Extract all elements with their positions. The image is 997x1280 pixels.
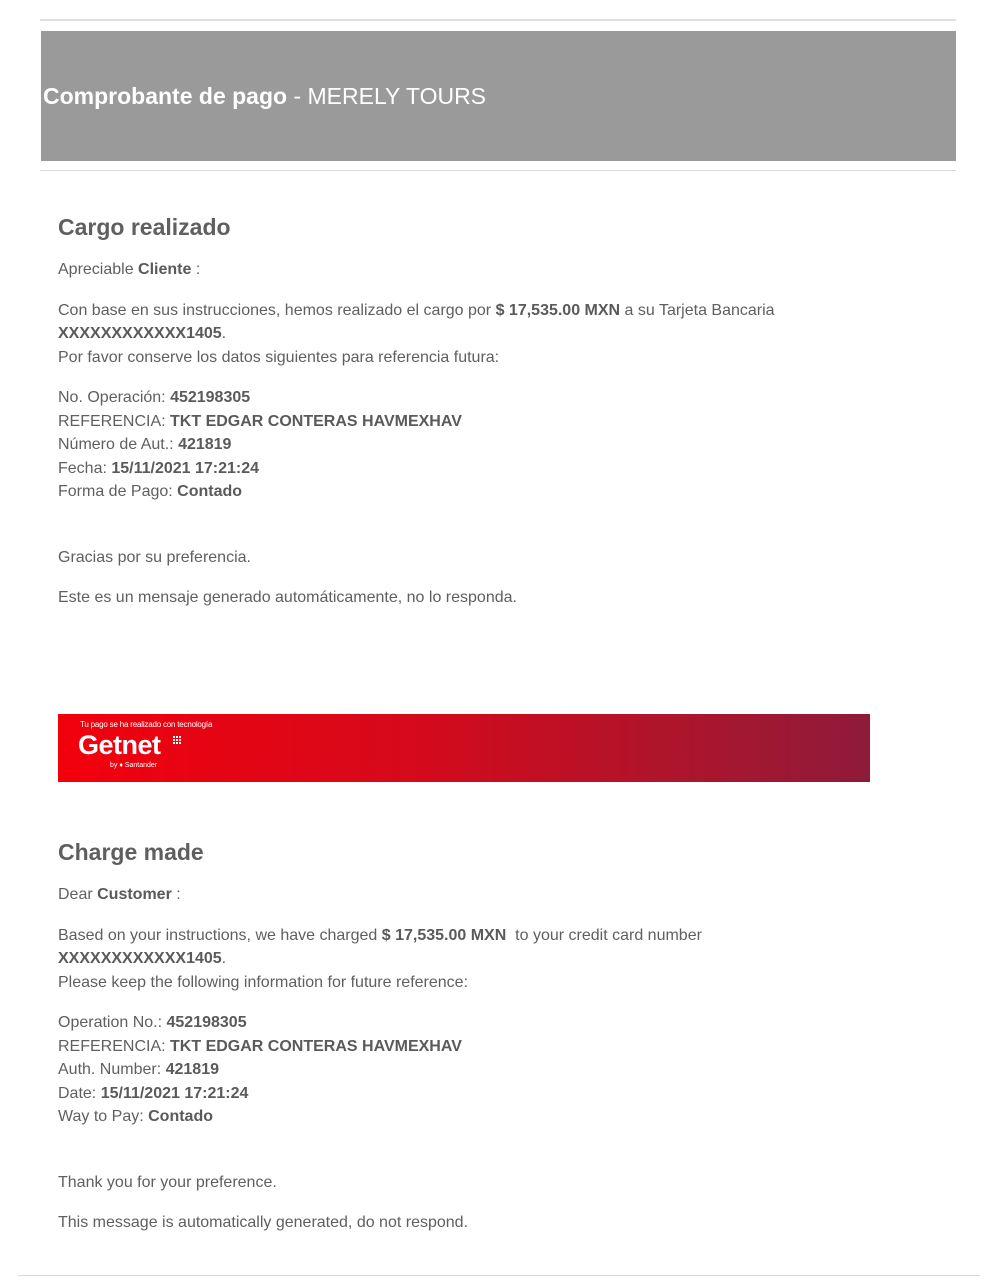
greeting-suffix: : bbox=[171, 886, 181, 903]
spanish-heading: Cargo realizado bbox=[58, 214, 231, 240]
charge-amount: $ 17,535.00 MXN bbox=[495, 301, 621, 319]
santander-mark: by ♦ Santander bbox=[110, 762, 158, 769]
charge-amount: $ 17,535.00 MXN bbox=[381, 926, 507, 944]
detail-label: Date: bbox=[58, 1084, 101, 1102]
detail-row bbox=[58, 410, 918, 434]
detail-row bbox=[58, 1105, 918, 1129]
card-number: XXXXXXXXXXXX1405 bbox=[58, 325, 222, 342]
spanish-greeting bbox=[58, 258, 918, 282]
detail-value: 452198305 bbox=[166, 1014, 247, 1031]
detail-label: Way to Pay: bbox=[58, 1108, 149, 1125]
getnet-dots-icon bbox=[173, 736, 183, 746]
bottom-divider bbox=[18, 1275, 980, 1276]
detail-row bbox=[58, 1011, 918, 1035]
detail-row bbox=[58, 1035, 918, 1059]
spanish-details bbox=[58, 386, 918, 504]
english-greeting bbox=[58, 883, 918, 907]
detail-value: Contado bbox=[177, 483, 243, 500]
card-number: XXXXXXXXXXXX1405 bbox=[58, 950, 222, 967]
header-title-bold: Comprobante de pago bbox=[43, 82, 288, 109]
detail-value: 421819 bbox=[178, 436, 232, 453]
header-title-merchant: - MERELY TOURS bbox=[287, 82, 487, 109]
detail-value: 421819 bbox=[165, 1061, 219, 1078]
detail-row bbox=[58, 457, 918, 481]
detail-label: REFERENCIA: bbox=[58, 412, 171, 430]
keep-info-text: Por favor conserve los datos siguientes para referencia futura: bbox=[58, 348, 500, 366]
top-divider bbox=[40, 19, 956, 21]
card-period: . bbox=[221, 950, 227, 967]
greeting-suffix: : bbox=[191, 261, 201, 278]
detail-row bbox=[58, 1082, 918, 1106]
customer-name: Cliente bbox=[138, 261, 192, 278]
detail-row bbox=[58, 386, 918, 410]
detail-label: Forma de Pago: bbox=[58, 483, 178, 500]
english-details bbox=[58, 1011, 918, 1129]
detail-value: 15/11/2021 17:21:24 bbox=[111, 459, 260, 477]
detail-value: TKT EDGAR CONTERAS HAVMEXHAV bbox=[170, 1037, 462, 1055]
english-auto-message: This message is automatically generated, do not respond. bbox=[58, 1214, 469, 1231]
spanish-auto-message: Este es un mensaje generado automáticamente, no lo responda. bbox=[58, 589, 517, 606]
detail-value: TKT EDGAR CONTERAS HAVMEXHAV bbox=[170, 412, 462, 430]
banner-caption: Tu pago se ha realizado con tecnología bbox=[80, 720, 213, 729]
detail-row bbox=[58, 480, 918, 504]
english-charge-text bbox=[58, 924, 918, 995]
card-period: . bbox=[221, 325, 227, 342]
getnet-banner bbox=[58, 714, 870, 782]
getnet-logo: Getnet bbox=[78, 730, 161, 760]
detail-label: Auth. Number: bbox=[58, 1061, 166, 1078]
detail-value: 452198305 bbox=[170, 389, 251, 406]
detail-row bbox=[58, 1058, 918, 1082]
spanish-section bbox=[58, 213, 918, 610]
detail-value: Contado bbox=[148, 1108, 213, 1125]
keep-info-text: Please keep the following information for future reference: bbox=[58, 973, 469, 991]
detail-label: REFERENCIA: bbox=[58, 1037, 171, 1055]
english-thanks: Thank you for your preference. bbox=[58, 1173, 277, 1191]
charge-text-prefix: Based on your instructions, we have charged bbox=[58, 926, 382, 944]
english-heading: Charge made bbox=[58, 839, 204, 865]
detail-row bbox=[58, 433, 918, 457]
charge-text-middle: to your credit card number bbox=[506, 926, 702, 944]
english-section bbox=[58, 838, 918, 1235]
greeting-prefix: Apreciable bbox=[58, 261, 139, 278]
detail-label: Fecha: bbox=[58, 459, 112, 477]
customer-name: Customer bbox=[97, 886, 172, 903]
detail-label: Operation No.: bbox=[58, 1014, 167, 1031]
header-title bbox=[43, 83, 486, 110]
spanish-thanks: Gracias por su preferencia. bbox=[58, 548, 251, 566]
detail-value: 15/11/2021 17:21:24 bbox=[100, 1084, 249, 1102]
charge-text-prefix: Con base en sus instrucciones, hemos realizado el cargo por bbox=[58, 301, 496, 319]
detail-label: No. Operación: bbox=[58, 389, 171, 406]
greeting-prefix: Dear bbox=[58, 886, 98, 903]
header-divider bbox=[40, 170, 956, 171]
charge-text-middle: a su Tarjeta Bancaria bbox=[620, 301, 775, 319]
email-header bbox=[41, 31, 956, 161]
spanish-charge-text bbox=[58, 299, 918, 370]
detail-label: Número de Aut.: bbox=[58, 436, 179, 453]
